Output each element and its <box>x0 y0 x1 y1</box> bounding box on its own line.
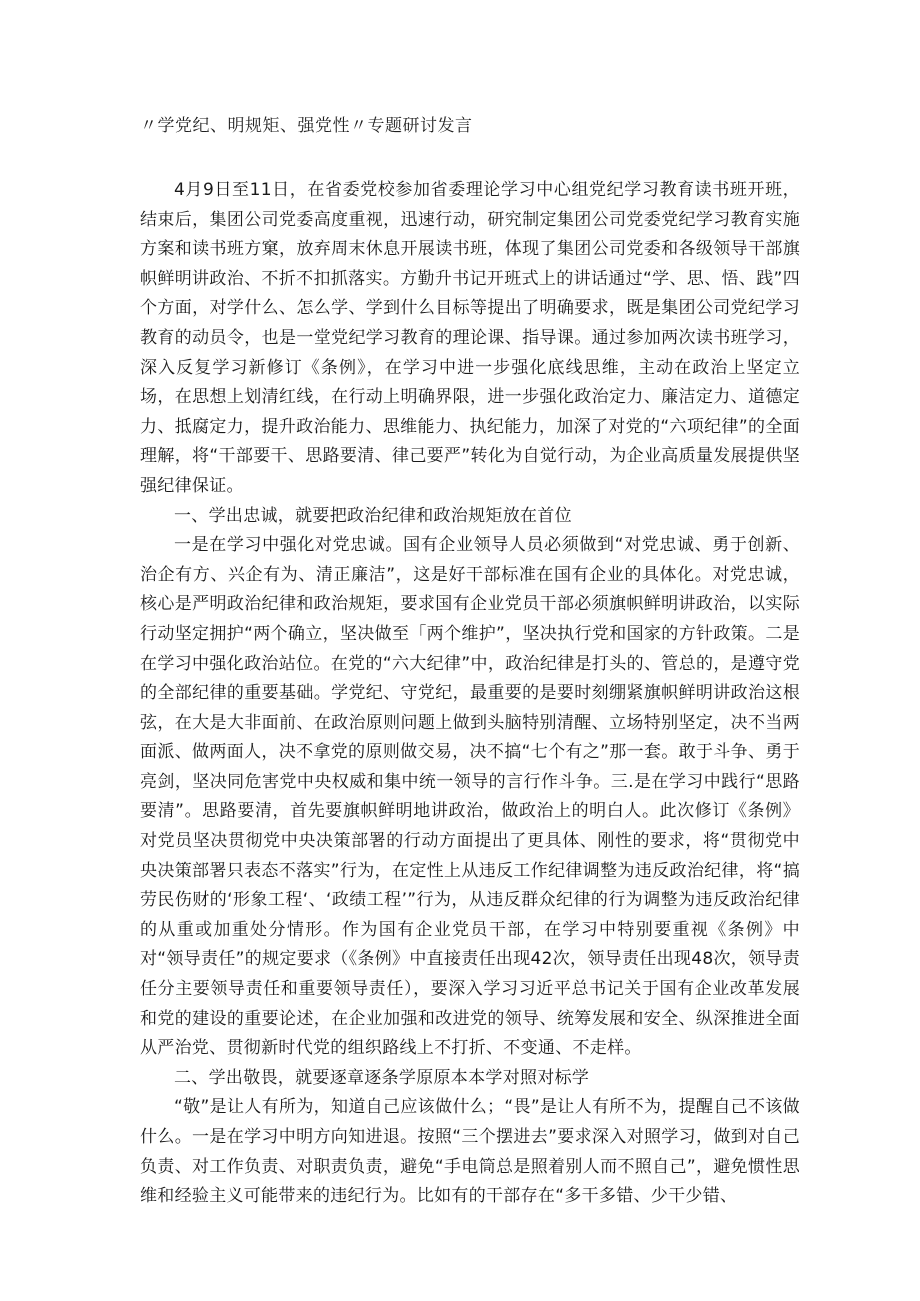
section-one-paragraph: 一是在学习中强化对党忠诚。国有企业领导人员必须做到“对党忠诚、勇于创新、治企有方、兴企有为、清正廉洁”，这是好干部标准在国有企业的具体化。对党忠诚，核心是严明政治纪律和政治规矩，要求国有企业党员干部必须旗帜鲜明讲政治，以实际行动坚定拥护“两个确立，坚决做至「两个维护”，坚决执行党和国家的方针政策。二是在学习中强化政治站位。在党的“六大纪律”中，政治纪律是打头的、管总的，是遵守党的全部纪律的重要基础。学党纪、守党纪，最重要的是要时刻绷紧旗帜鲜明讲政治这根弦，在大是大非面前、在政治原则问题上做到头脑特别清醒、立场特别坚定，决不当两面派、做两面人，决不拿党的原则做交易，决不搞“七个有之”那一套。敢于斗争、勇于亮剑，坚决同危害党中央权威和集中统一领导的言行作斗争。三.是在学习中践行“思路要清”。思路要清，首先要旗帜鲜明地讲政治，做政治上的明白人。此次修订《条例》对党员坚决贯彻党中央决策部署的行动方面提出了更具体、刚性的要求，将“贯彻党中央决策部署只表态不落实”行为，在定性上从违反工作纪律调整为违反政治纪律，将“搞劳民伤财的‘形象工程‘、‘政绩工程’”行为，从违反群众纪律的行为调整为违反政治纪律的从重或加重处分情形。作为国有企业党员干部，在学习中特别要重视《条例》中对“领导责任”的规定要求（《条例》中直接责任出现42次，领导责任出现48次，领导责任分主要领导责任和重要领导责任），要深入学习习近平总书记关于国有企业改革发展和党的建设的重要论述，在企业加强和改进党的领导、统筹发展和安全、纵深推进全面从严治党、贯彻新时代党的组织路线上不打折、不变通、不走样。 <box>140 535 800 1059</box>
section-two-paragraph: “敬”是让人有所为，知道自己应该做什么；“畏”是让人有所不为，提醒自己不该做什么。一是在学习中明方向知进退。按照“三个摆进去”要求深入对照学习，做到对自己负责、对工作负责、对职责负责，避免“手电筒总是照着别人而不照自己”，避免惯性思维和经验主义可能带来的违纪行为。比如有的干部存在“多干多错、少干少错、 <box>140 1097 800 1207</box>
section-heading-two: 二、学出敬畏，就要逐章逐条学原原本本学对照对标学 <box>174 1067 590 1088</box>
intro-paragraph: 4月9日至11日，在省委党校参加省委理论学习中心组党纪学习教育读书班开班，结束后，集团公司党委高度重视，迅速行动，研究制定集团公司党委党纪学习教育实施方案和读书班方窠，放弃周末休息开展读书班，体现了集团公司党委和各级领导干部旗帜鲜明讲政治、不折不扣抓落实。方勤升书记开班式上的讲话通过“学、思、悟、践”四个方面，对学什么、怎么学、学到什么目标等提出了明确要求，既是集团公司党纪学习教育的动员令，也是一堂党纪学习教育的理论课、指导课。通过参加两次读书班学习，深入反复学习新修订《条例》，在学习中进一步强化底线思维，主动在政治上坚定立场，在思想上划清红线，在行动上明确界限，进一步强化政治定力、廉洁定力、道德定力、抵腐定力，提升政治能力、思维能力、执纪能力，加深了对党的“六项纪律”的全面理解，将“干部要干、思路要清、律己要严”转化为自觉行动，为企业高质量发展提供坚强纪律保证。 <box>140 180 800 496</box>
document-body <box>140 176 800 1212</box>
page-title: 〃学党纪、明规矩、强党性〃专题研讨发言 <box>140 116 473 136</box>
section-heading-one: 一、学出忠诚，就要把政治纪律和政治规矩放在首位 <box>174 505 572 526</box>
